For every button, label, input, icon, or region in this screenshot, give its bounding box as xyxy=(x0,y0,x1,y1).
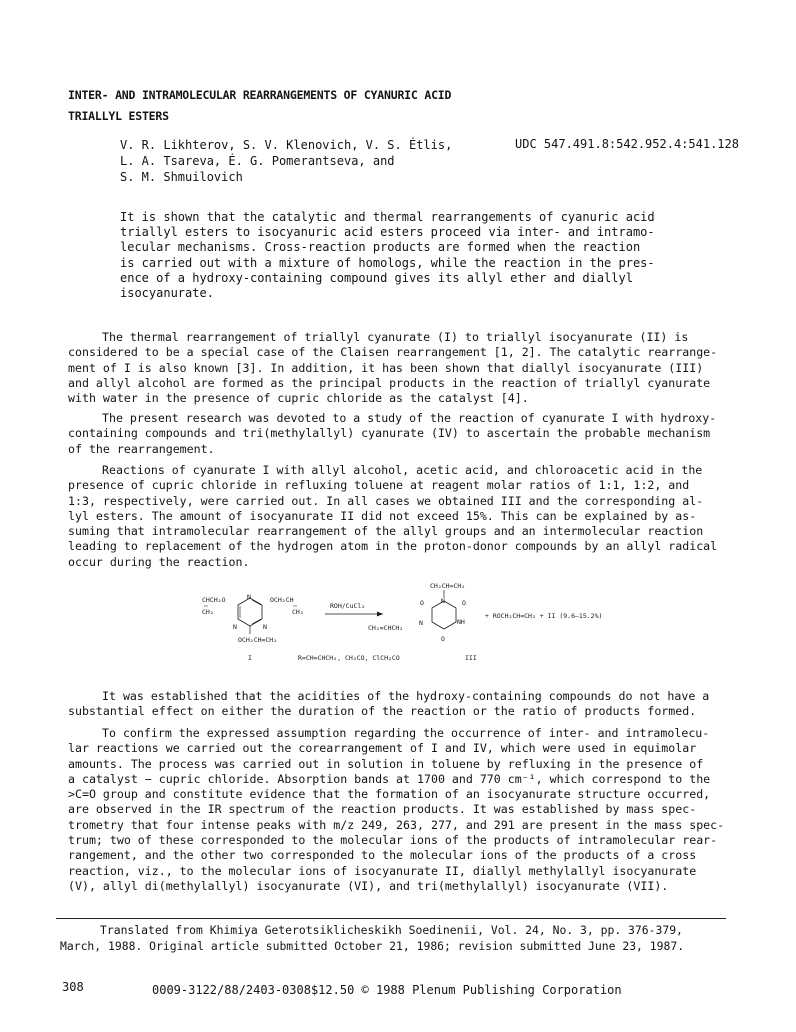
body-line: To confirm the expressed assumption regarding the occurrence of inter- and intramolecu- xyxy=(102,726,710,740)
abstract-line: lecular mechanisms. Cross-reaction products are formed when the reaction xyxy=(120,240,641,255)
abstract-line: isocyanurate. xyxy=(120,286,214,301)
paragraph-5 xyxy=(68,726,758,894)
body-line: ment of I is also known [3]. In addition, it has been shown that diallyl isocyanurate (III) xyxy=(68,360,704,375)
body-line: trum; two of these corresponded to the molecular ions of the products of intramolecular rear- xyxy=(68,833,718,848)
product-ring-nitrogen: N xyxy=(419,619,423,627)
paragraph-2 xyxy=(68,411,758,457)
reaction-reagent: ROH/CuCl₂ xyxy=(330,602,366,610)
body-line: considered to be a special case of the Claisen rearrangement [1, 2]. The catalytic rearrange- xyxy=(68,345,718,360)
compound-label-III: III xyxy=(465,654,477,662)
carbonyl-oxygen: O xyxy=(420,599,424,607)
body-line: containing compounds and tri(methylallyl) cyanurate (IV) to ascertain the probable mechanism xyxy=(68,426,711,441)
carbonyl-oxygen: O xyxy=(462,599,466,607)
right-substituent: OCH₂CH xyxy=(270,596,294,604)
ring-nitrogen: N xyxy=(263,623,267,631)
body-line: The thermal rearrangement of triallyl cyanurate (I) to triallyl isocyanurate (II) is xyxy=(102,330,689,344)
abstract xyxy=(120,210,680,301)
reaction-products: + ROCH₂CH=CH₂ + II (9.6–15.2%) xyxy=(485,612,603,620)
body-line: (V), allyl di(methylallyl) isocyanurate (VI), and tri(methylallyl) isocyanurate (VII). xyxy=(68,878,669,893)
body-line: leading to replacement of the hydrogen atom in the proton-donor compounds by an allyl radical xyxy=(68,539,718,554)
body-line: substantial effect on either the duration of the reaction or the ratio of products formed. xyxy=(68,704,697,719)
reaction-scheme xyxy=(200,578,620,673)
body-line: suming that intramolecular rearrangement of the allyl groups and an intermolecular reaction xyxy=(68,524,704,539)
r-group-definition: R=CH=CHCH₂, CH₃CO, ClCH₂CO xyxy=(298,654,400,662)
body-line: are observed in the IR spectrum of the reaction products. It was established by mass spec- xyxy=(68,802,697,817)
body-line: trometry that four intense peaks with m/z 249, 263, 277, and 291 are present in the mass spec- xyxy=(68,817,725,832)
body-line: The present research was devoted to a study of the reaction of cyanurate I with hydroxy- xyxy=(102,411,717,425)
author-line-3: S. M. Shmuilovich xyxy=(120,170,243,184)
body-line: a catalyst − cupric chloride. Absorption bands at 1700 and 770 cm⁻¹, which correspond to the xyxy=(68,771,711,786)
udc-code: UDC 547.491.8:542.952.4:541.128 xyxy=(515,137,739,151)
right-substituent-terminal: CH₂ xyxy=(292,608,304,616)
article-title-line-2: TRIALLYL ESTERS xyxy=(68,109,169,123)
top-substituent: CH₂CH=CH₂ xyxy=(430,582,466,590)
abstract-line: ence of a hydroxy-containing compound gives its allyl ether and diallyl xyxy=(120,270,633,285)
bottom-substituent: OCH₂CH=CH₂ xyxy=(238,636,278,644)
body-line: 1:3, respectively, were carried out. In all cases we obtained III and the corresponding al- xyxy=(68,493,704,508)
product-left-substituent: CH₂=CHCH₂ xyxy=(368,624,404,632)
footnote-line: Translated from Khimiya Geterotsiklicheskikh Soedinenii, Vol. 24, No. 3, pp. 376-379, xyxy=(100,923,683,937)
body-line: >C=O group and constitute evidence that the formation of an isocyanurate structure occurred, xyxy=(68,787,711,802)
carbonyl-oxygen: O xyxy=(441,635,445,643)
paragraph-1 xyxy=(68,330,758,406)
product-ring-nitrogen: N xyxy=(441,597,445,605)
body-line: reaction, viz., to the molecular ions of isocyanurate II, diallyl methylallyl isocyanurate xyxy=(68,863,697,878)
abstract-line: triallyl esters to isocyanuric acid esters proceed via inter- and intramo- xyxy=(120,225,655,240)
left-substituent-terminal: CH₂ xyxy=(202,608,214,616)
body-line: of the rearrangement. xyxy=(68,441,215,456)
body-line: occur during the reaction. xyxy=(68,554,250,569)
copyright-line: 0009-3122/88/2403-0308$12.50 © 1988 Plenum Publishing Corporation xyxy=(152,983,622,997)
author-line-1: V. R. Likhterov, S. V. Klenovich, V. S. Étlis, xyxy=(120,138,453,152)
page-number: 308 xyxy=(62,980,84,994)
body-line: rangement, and the other two corresponded to the molecular ions of the products of a cross xyxy=(68,848,697,863)
body-line: lyl esters. The amount of isocyanurate II did not exceed 15%. This can be explained by as- xyxy=(68,508,697,523)
ring-nitrogen: N xyxy=(233,623,237,631)
footnote-divider xyxy=(56,918,726,919)
product-ring-nh: NH xyxy=(457,618,465,626)
body-line: amounts. The process was carried out in solution in toluene by refluxing in the presence of xyxy=(68,756,704,771)
translation-footnote xyxy=(60,923,684,954)
paragraph-3 xyxy=(68,463,758,570)
compound-label-I: I xyxy=(248,654,252,662)
footnote-line: March, 1988. Original article submitted October 21, 1986; revision submitted June 23, 1987. xyxy=(60,938,685,953)
article-title-line-1: INTER- AND INTRAMOLECULAR REARRANGEMENTS OF CYANURIC ACID xyxy=(68,88,452,102)
body-line: Reactions of cyanurate I with allyl alcohol, acetic acid, and chloroacetic acid in the xyxy=(102,463,703,477)
author-line-2: L. A. Tsareva, É. G. Pomerantseva, and xyxy=(120,154,395,168)
author-list xyxy=(120,137,452,185)
ring-nitrogen: N xyxy=(247,593,251,601)
body-line: It was established that the acidities of the hydroxy-containing compounds do not have a xyxy=(102,689,710,703)
left-substituent: CHCH₂O xyxy=(202,596,226,604)
paragraph-4 xyxy=(68,689,758,720)
body-line: with water in the presence of cupric chloride as the catalyst [4]. xyxy=(68,391,529,406)
body-line: presence of cupric chloride in refluxing toluene at reagent molar ratios of 1:1, 1:2, and xyxy=(68,478,690,493)
body-line: and allyl alcohol are formed as the principal products in the reaction of triallyl cyanurate xyxy=(68,375,711,390)
body-line: lar reactions we carried out the corearrangement of I and IV, which were used in equimolar xyxy=(68,741,697,756)
abstract-line: is carried out with a mixture of homologs, while the reaction in the pres- xyxy=(120,255,655,270)
abstract-line: It is shown that the catalytic and thermal rearrangements of cyanuric acid xyxy=(120,210,655,224)
